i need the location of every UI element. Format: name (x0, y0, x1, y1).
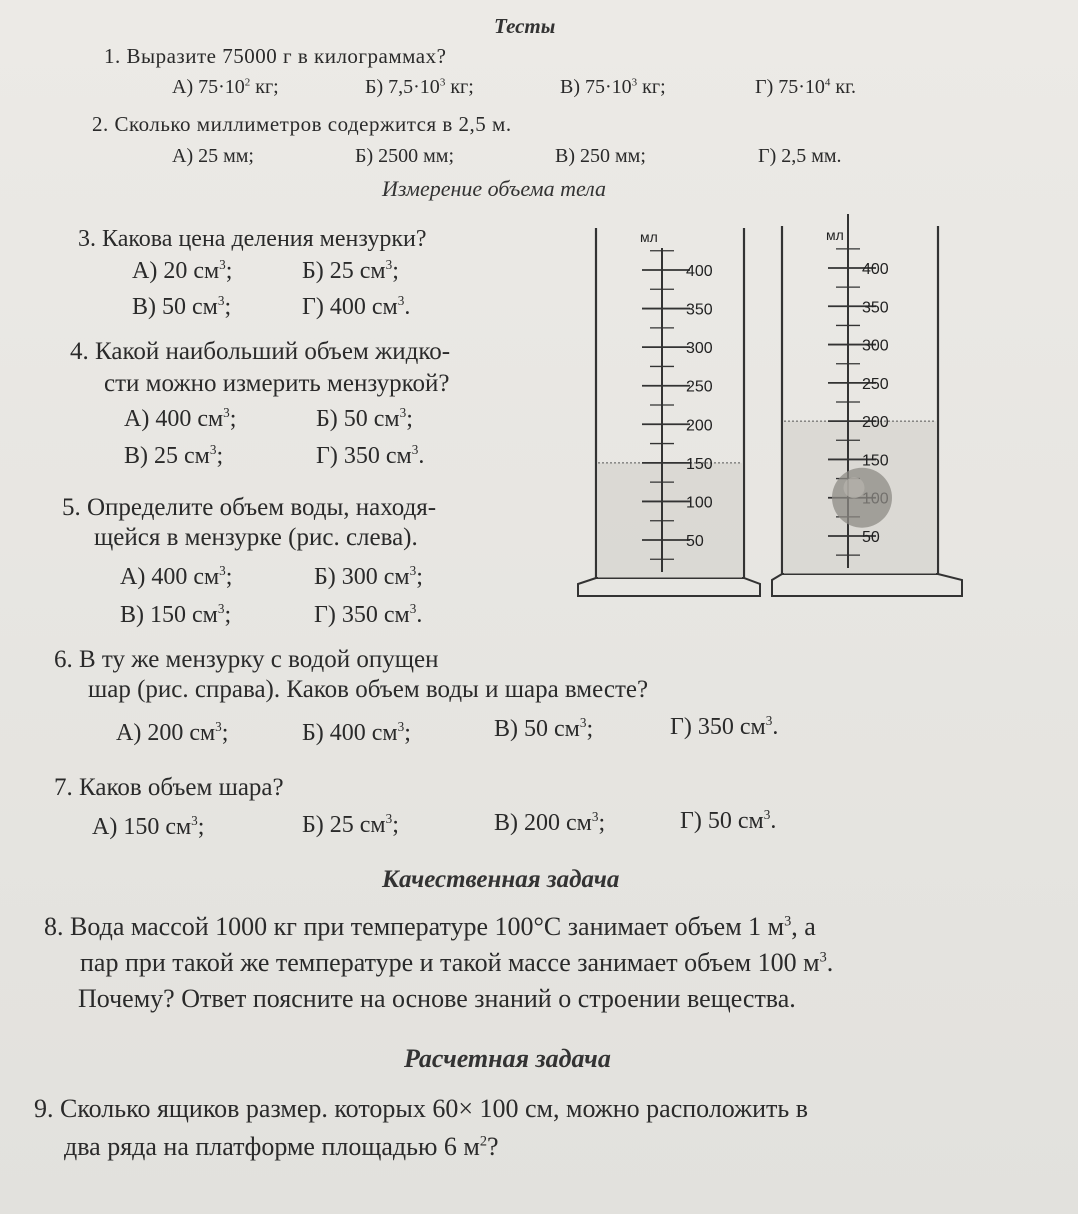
scale-tick-label: 100 (686, 494, 713, 512)
scale-tick-label: 400 (686, 263, 713, 280)
question-2: 2. Сколько миллиметров содержится в 2,5 м. (92, 112, 512, 136)
page-title: Тесты (494, 14, 556, 38)
q2-option-d: Г) 2,5 мм. (758, 145, 842, 167)
section-heading-volume: Измерение объема тела (382, 176, 607, 201)
left-measuring-cylinder (578, 228, 760, 596)
q5-option-b: Б) 300 $см^3$; (314, 563, 423, 590)
q7-option-a: А) 150 $см^3$; (92, 813, 205, 840)
scale-tick-label: 300 (686, 340, 713, 358)
cylinder-base (578, 578, 760, 596)
q4-option-b: Б) 50 $см^3$; (316, 405, 413, 432)
scale-unit-label: мл (826, 227, 844, 243)
question-9-line-2: два ряда на платформе площадью 6 $м^2$? (64, 1132, 499, 1161)
q1-option-b: Б) $7,5\cdot 10^3$ кг; (365, 76, 474, 98)
question-7: 7. Каков объем шара? (54, 774, 284, 801)
scale-tick-label: 150 (862, 452, 889, 470)
q4-option-a: А) 400 $см^3$; (124, 405, 237, 432)
question-3: 3. Какова цена деления мензурки? (78, 226, 427, 252)
q6-option-d: Г) 350 $см^3$. (670, 713, 779, 740)
q6-option-a: А) 200 $см^3$; (116, 719, 229, 746)
question-5-line-1: 5. Определите объем воды, находя- (62, 494, 437, 521)
question-8-line-3: Почему? Ответ поясните на основе знаний о строении вещества. (78, 984, 796, 1013)
section-heading-quality: Качественная задача (382, 866, 620, 893)
right-measuring-cylinder (772, 214, 962, 596)
q3-option-c: В) 50 $см^3$; (132, 293, 232, 320)
scale-tick-label: 50 (862, 529, 880, 546)
question-6-line-2: шар (рис. справа). Каков объем воды и шара вместе? (88, 676, 649, 703)
question-1: 1. Выразите 75000 г в килограммах? (104, 44, 447, 68)
question-6-line-1: 6. В ту же мензурку с водой опущен (54, 646, 439, 673)
ball (832, 468, 892, 528)
q7-option-d: Г) 50 $см^3$. (680, 807, 777, 834)
question-4-line-1: 4. Какой наибольший объем жидко- (70, 338, 451, 365)
scale-unit-label: мл (640, 229, 658, 245)
q4-option-c: В) 25 $см^3$; (124, 442, 224, 469)
q3-option-d: Г) 400 $см^3$. (302, 293, 411, 320)
section-heading-calc: Расчетная задача (404, 1044, 611, 1073)
q5-option-a: А) 400 $см^3$; (120, 563, 233, 590)
q3-option-a: А) 20 $см^3$; (132, 257, 233, 284)
scale-tick-label: 350 (862, 299, 889, 317)
scale-tick-label: 250 (686, 378, 713, 396)
q4-option-d: Г) 350 $см^3$. (316, 442, 425, 469)
scale-tick-label: 250 (862, 375, 889, 393)
scale-tick-label: 400 (862, 261, 889, 278)
scale-tick-label: 300 (862, 337, 889, 355)
question-5-line-2: щейся в мензурке (рис. слева). (94, 524, 418, 551)
cylinder-base (772, 574, 962, 596)
ball-highlight (844, 477, 865, 498)
q5-option-d: Г) 350 $см^3$. (314, 601, 423, 628)
scale-tick-label: 150 (686, 455, 713, 473)
question-8-line-2: пар при такой же температуре и такой массе занимает объем 100 $м^3$. (80, 948, 834, 977)
question-9-line-1: 9. Сколько ящиков размер. которых 60× 100 см, можно расположить в (34, 1094, 809, 1123)
q7-option-c: В) 200 $см^3$; (494, 809, 606, 836)
question-4-line-2: сти можно измерить мензуркой? (104, 370, 450, 397)
scale-tick-label: 50 (686, 533, 704, 550)
q2-option-a: А) 25 мм; (172, 145, 254, 167)
q3-option-b: Б) 25 $см^3$; (302, 257, 399, 284)
q2-option-c: В) 250 мм; (555, 145, 646, 167)
scale-tick-label: 200 (862, 414, 889, 432)
q6-option-c: В) 50 $см^3$; (494, 715, 594, 742)
scale-tick-label: 350 (686, 301, 713, 319)
q5-option-c: В) 150 $см^3$; (120, 601, 232, 628)
q1-option-a: А) $75\cdot 10^2$ кг; (172, 76, 279, 98)
q1-option-d: Г) $75\cdot 10^4$ кг. (755, 76, 857, 98)
q2-option-b: Б) 2500 мм; (355, 145, 455, 167)
q1-option-c: В) $75\cdot 10^3$ кг; (560, 76, 666, 98)
question-8-line-1: 8. Вода массой 1000 кг при температуре 100°С занимает объем 1 $м^3$, а (44, 912, 816, 941)
scale-tick-label: 200 (686, 417, 713, 435)
q7-option-b: Б) 25 $см^3$; (302, 811, 399, 838)
q6-option-b: Б) 400 $см^3$; (302, 719, 411, 746)
